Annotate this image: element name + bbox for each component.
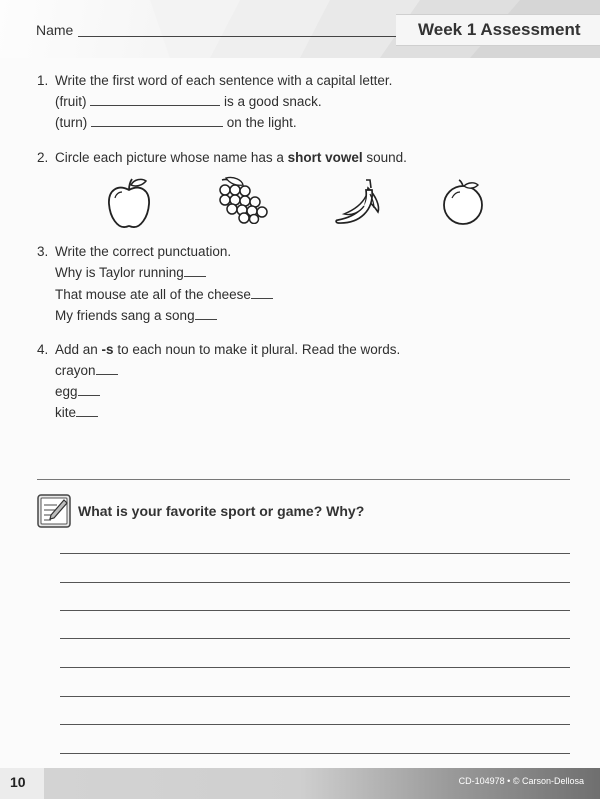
writing-prompt: What is your favorite sport or game? Why? [78,503,365,519]
q1-cue: (turn) [55,115,88,130]
q4-word-2: egg [55,384,100,399]
q1-number: 1. [37,73,49,88]
writing-line[interactable] [60,638,570,639]
answer-blank[interactable] [90,94,220,106]
q1-rest: is a good snack. [224,94,322,109]
q1-rest: on the light. [226,115,297,130]
writing-line[interactable] [60,753,570,754]
copyright-credit: CD-104978 • © Carson-Dellosa [458,776,584,786]
q4-word-3: kite [55,405,98,420]
writing-line[interactable] [60,610,570,611]
name-field-line[interactable] [78,36,396,37]
q4-word-1: crayon [55,363,118,378]
answer-blank[interactable] [78,384,100,396]
q1-cue: (fruit) [55,94,87,109]
header-band [0,0,600,58]
q3-line-3: My friends sang a song [55,308,217,323]
page-number: 10 [10,774,26,790]
answer-blank[interactable] [184,265,206,277]
section-divider [37,479,570,480]
q3-line-2: That mouse ate all of the cheese [55,287,273,302]
apple-icon[interactable] [104,176,154,230]
answer-blank[interactable] [91,115,223,127]
q1-prompt: Write the first word of each sentence with a capital letter. [55,73,393,88]
writing-line[interactable] [60,696,570,697]
answer-blank[interactable] [96,363,118,375]
writing-line[interactable] [60,667,570,668]
writing-line[interactable] [60,724,570,725]
grapes-icon[interactable] [216,176,270,224]
answer-blank[interactable] [251,287,273,299]
q3-number: 3. [37,244,49,259]
q4-prompt: Add an -s to each noun to make it plural. Read the words. [55,342,401,357]
name-label: Name [36,22,74,38]
writing-line[interactable] [60,582,570,583]
q3-prompt: Write the correct punctuation. [55,244,232,259]
q1-line-1 [55,94,322,109]
q2-prompt: Circle each picture whose name has a short vowel sound. [55,150,407,165]
title-box [396,14,600,46]
peach-icon[interactable] [440,178,486,226]
banana-icon[interactable] [330,176,386,226]
q1-line-2 [55,115,297,130]
q2-number: 2. [37,150,49,165]
answer-blank[interactable] [76,405,98,417]
page-title: Week 1 Assessment [418,20,581,39]
pencil-paper-icon [37,494,71,528]
q3-line-1: Why is Taylor running [55,265,206,280]
q4-number: 4. [37,342,49,357]
writing-line[interactable] [60,553,570,554]
answer-blank[interactable] [195,308,217,320]
